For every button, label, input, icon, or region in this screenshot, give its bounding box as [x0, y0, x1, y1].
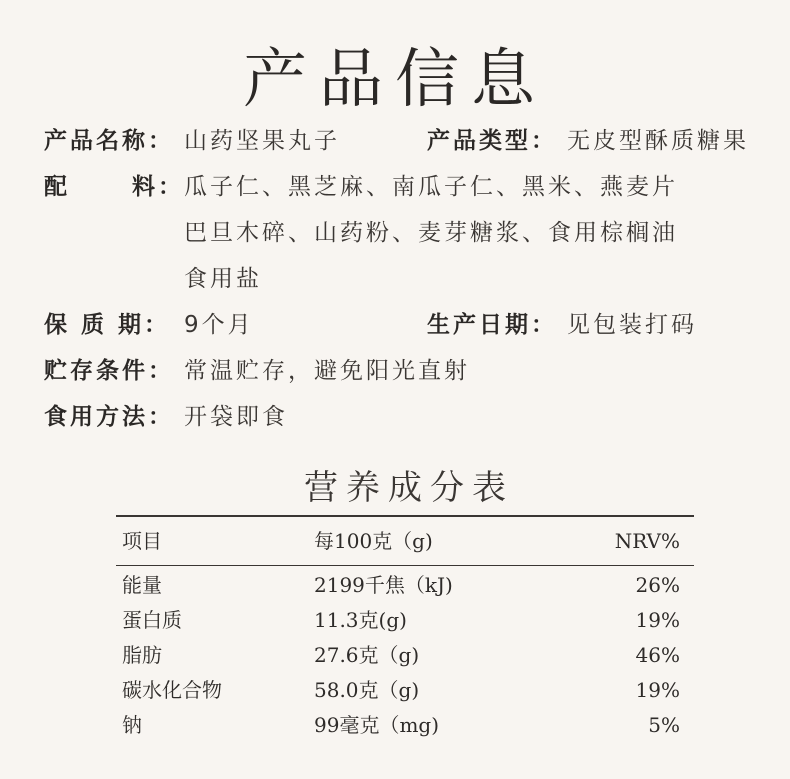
row-nrv: 19% — [635, 678, 680, 702]
ingredients-row-3 — [44, 256, 774, 302]
row-amount: 2199千焦（kJ) — [314, 573, 453, 597]
nutrition-table — [116, 515, 694, 743]
shelf-life-value: 9个月 — [184, 312, 254, 338]
page-title: 产品信息 — [243, 43, 547, 117]
row-amount: 99毫克（mg) — [314, 713, 440, 737]
row-nrv: 46% — [635, 643, 680, 667]
shelf-life-row — [44, 302, 774, 348]
table-row — [116, 603, 694, 638]
table-row — [116, 708, 694, 743]
table-row — [116, 638, 694, 673]
ingredients-row-2 — [44, 210, 774, 256]
usage-label: 食用方法： — [44, 404, 174, 430]
header-per-100g: 每100克（g) — [314, 528, 433, 553]
shelf-life-label: 保 质 期： — [44, 312, 171, 338]
row-amount: 11.3克(g) — [314, 608, 407, 632]
table-row — [116, 568, 694, 603]
product-name-row — [44, 118, 774, 164]
storage-label: 贮存条件： — [44, 358, 174, 384]
row-item: 碳水化合物 — [122, 678, 222, 702]
nutrition-title: 营养成分表 — [304, 468, 514, 508]
row-nrv: 26% — [635, 573, 680, 597]
header-nrv: NRV% — [614, 528, 680, 553]
ingredients-line-1: 瓜子仁、黑芝麻、南瓜子仁、黑米、燕麦片 — [184, 174, 678, 200]
product-info — [44, 118, 774, 440]
row-nrv: 5% — [648, 713, 680, 737]
product-type-label: 产品类型： — [427, 128, 557, 154]
row-item: 钠 — [122, 713, 142, 737]
product-type-value: 无皮型酥质糖果 — [567, 128, 749, 154]
row-nrv: 19% — [635, 608, 680, 632]
row-item: 脂肪 — [122, 643, 162, 667]
usage-value: 开袋即食 — [184, 404, 288, 430]
ingredients-label-b: 料： — [132, 174, 184, 200]
row-amount: 58.0克（g) — [314, 678, 420, 702]
product-name-value: 山药坚果丸子 — [184, 128, 340, 154]
table-row — [116, 673, 694, 708]
ingredients-label — [44, 164, 184, 210]
storage-row — [44, 348, 774, 394]
production-date-label: 生产日期： — [427, 312, 557, 338]
production-date-value: 见包装打码 — [567, 312, 697, 338]
ingredients-row — [44, 164, 774, 210]
ingredients-label-a: 配 — [44, 174, 70, 200]
row-amount: 27.6克（g) — [314, 643, 420, 667]
table-header-row — [116, 517, 694, 565]
row-item: 蛋白质 — [122, 608, 182, 632]
row-item: 能量 — [122, 573, 162, 597]
product-name-label: 产品名称： — [44, 128, 174, 154]
storage-value: 常温贮存，避免阳光直射 — [184, 358, 470, 384]
ingredients-line-3: 食用盐 — [184, 266, 262, 292]
usage-row — [44, 394, 774, 440]
ingredients-line-2: 巴旦木碎、山药粉、麦芽糖浆、食用棕榈油 — [184, 220, 678, 246]
header-item: 项目 — [122, 528, 162, 553]
